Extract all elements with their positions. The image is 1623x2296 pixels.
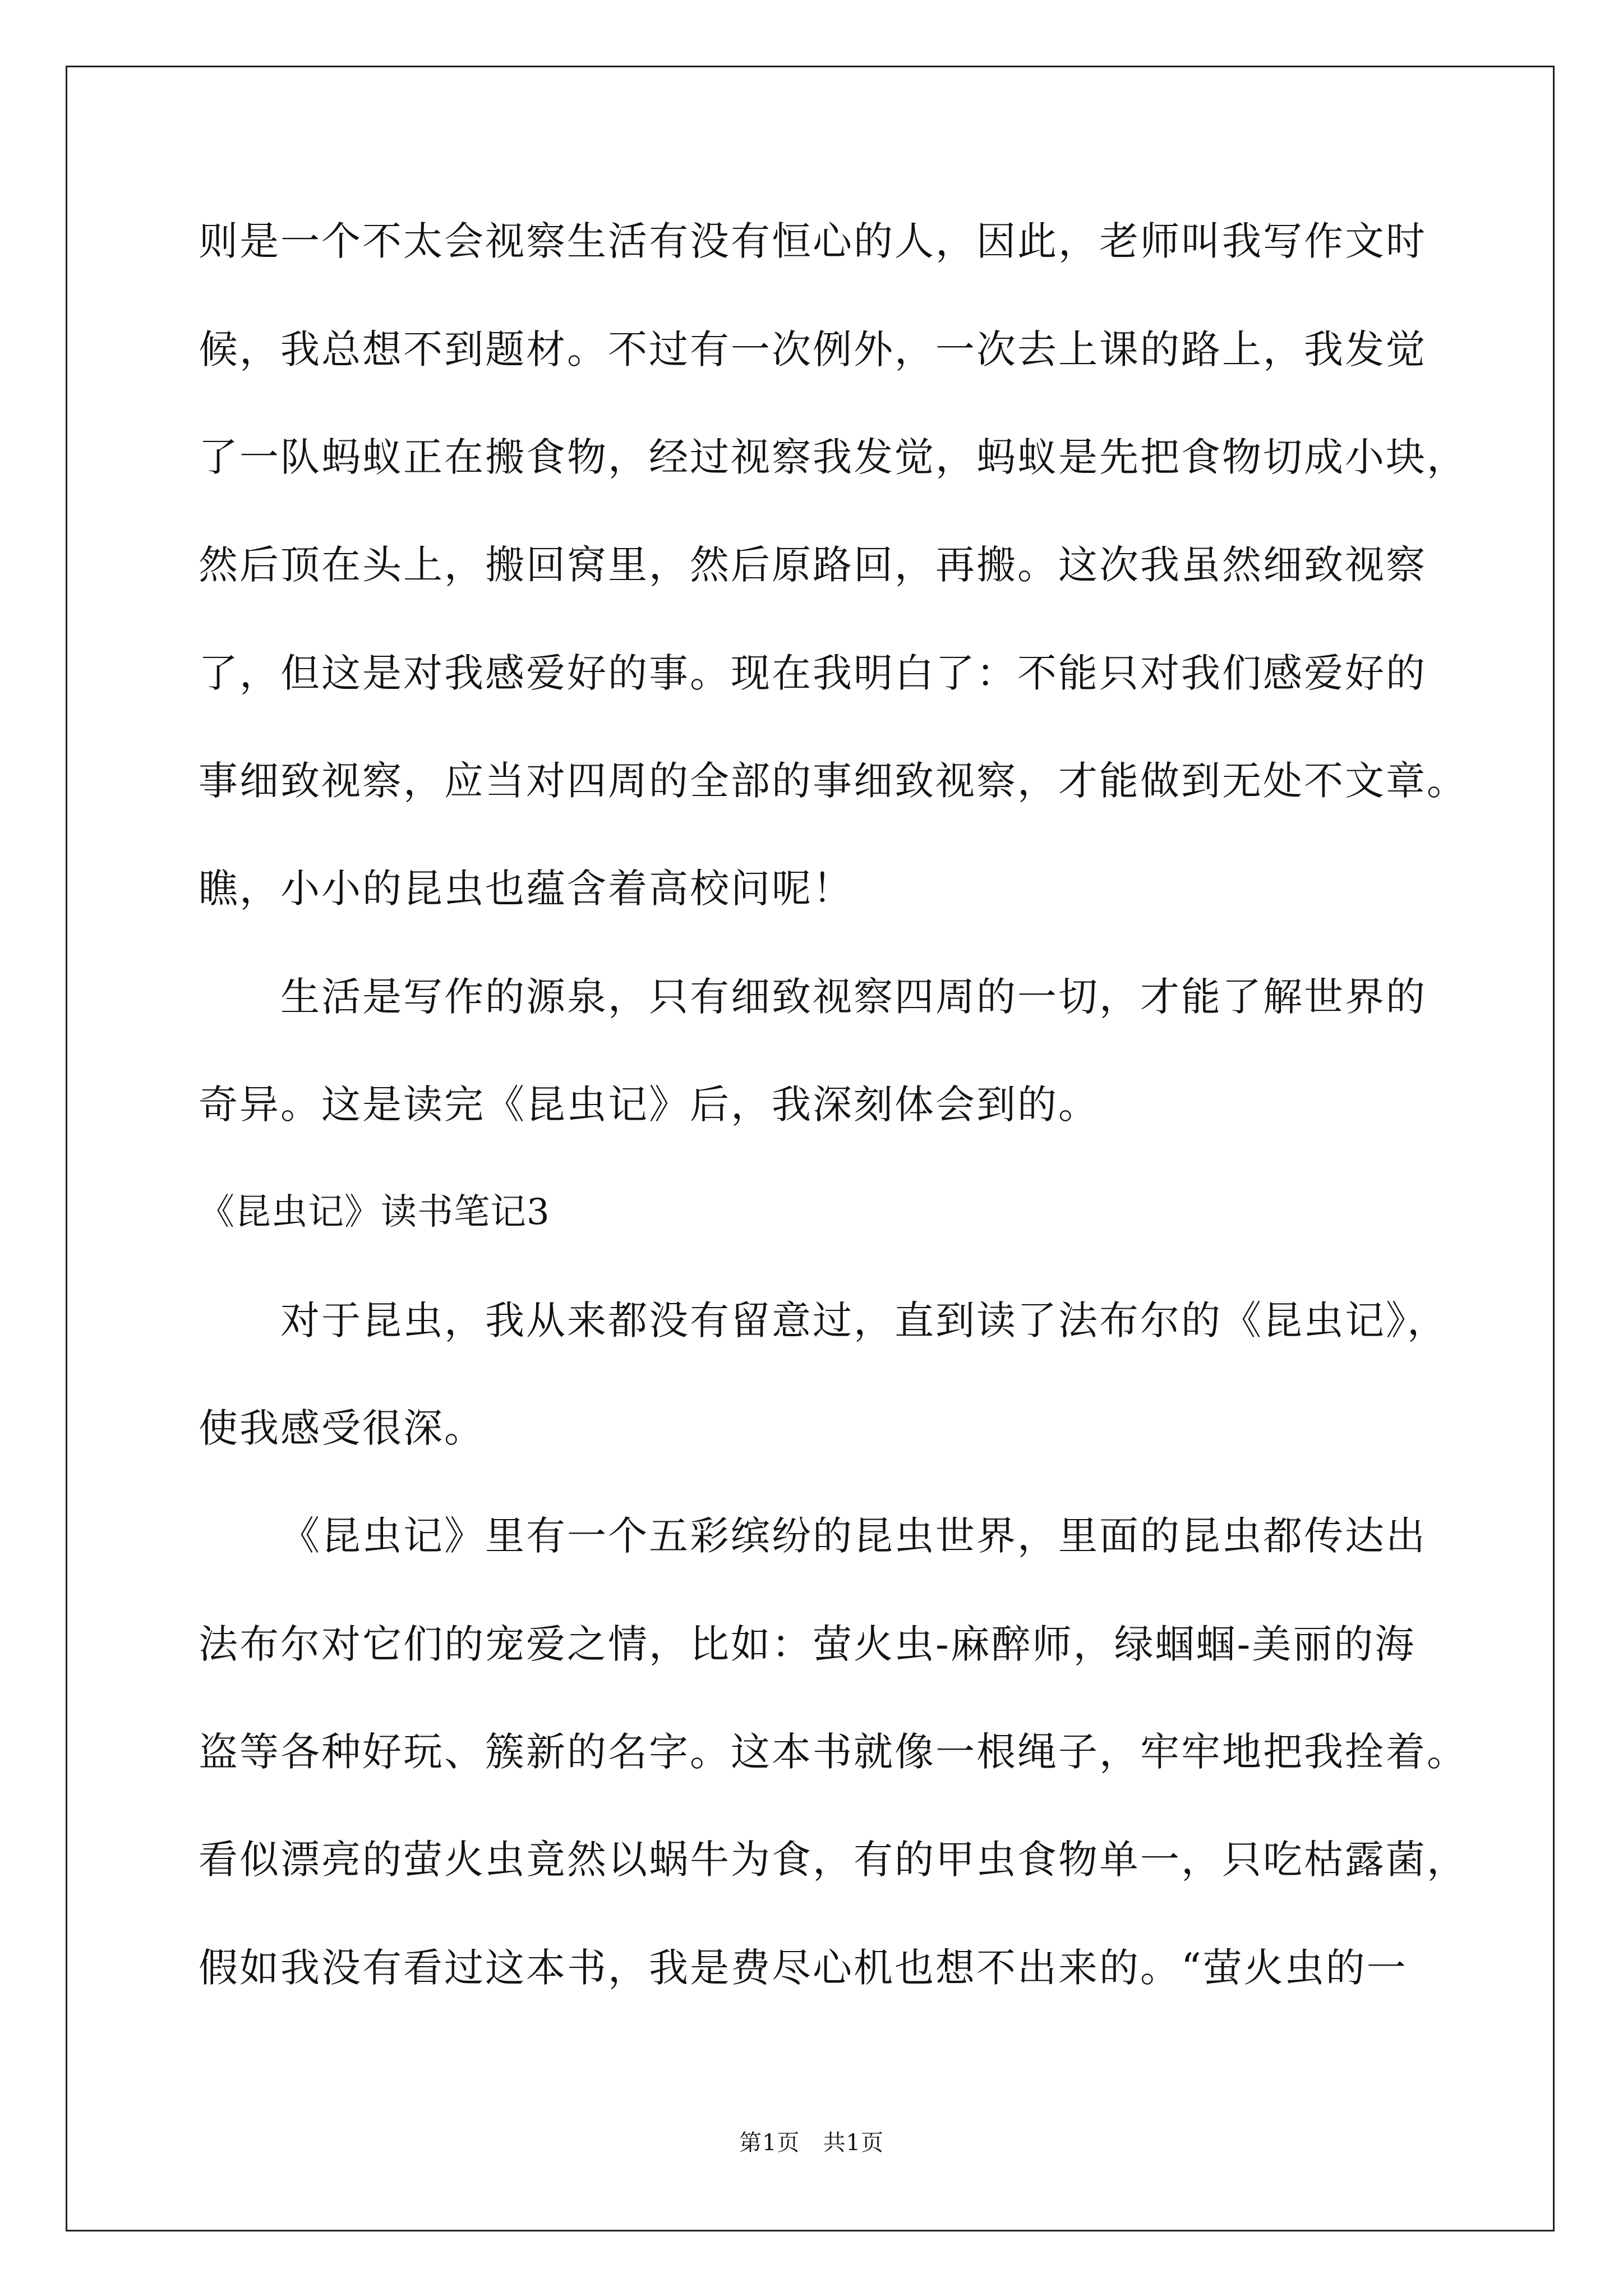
page-footer: 第1页 共1页 [739, 2130, 884, 2156]
paragraph-first-line: 《昆虫记》里有一个五彩缤纷的昆虫世界，里面的昆虫都传达出 [280, 1513, 1427, 1559]
paragraph-line: 候，我总想不到题材。不过有一次例外，一次去上课的路上，我发觉 [199, 326, 1427, 372]
paragraph-line: 奇异。这是读完《昆虫记》后，我深刻体会到的。 [199, 1082, 1099, 1128]
section-heading: 《昆虫记》读书笔记3 [199, 1191, 550, 1233]
paragraph-line: 假如我没有看过这本书，我是费尽心机也想不出来的。“萤火虫的一 [199, 1945, 1408, 1991]
paragraph-first-line: 对于昆虫，我从来都没有留意过，直到读了法布尔的《昆虫记》， [280, 1297, 1448, 1343]
paragraph-line: 法布尔对它们的宠爱之情，比如：萤火虫-麻醉师，绿蝈蝈-美丽的海 [199, 1621, 1416, 1667]
paragraph-line: 然后顶在头上，搬回窝里，然后原路回，再搬。这次我虽然细致视察 [199, 542, 1427, 588]
paragraph-line: 看似漂亮的萤火虫竟然以蜗牛为食，有的甲虫食物单一，只吃枯露菌， [199, 1837, 1468, 1883]
paragraph-first-line: 生活是写作的源泉，只有细致视察四周的一切，才能了解世界的 [280, 974, 1427, 1020]
paragraph-line: 盗等各种好玩、簇新的名字。这本书就像一根绳子，牢牢地把我拴着。 [199, 1729, 1468, 1775]
paragraph-line: 瞧，小小的昆虫也蕴含着高校问呢！ [199, 866, 854, 912]
paragraph-line: 事细致视察，应当对四周的全部的事细致视察，才能做到无处不文章。 [199, 758, 1468, 804]
paragraph-line: 则是一个不太会视察生活有没有恒心的人，因此，老师叫我写作文时 [199, 218, 1427, 264]
page-frame [66, 66, 1555, 2231]
paragraph-line: 了，但这是对我感爱好的事。现在我明白了：不能只对我们感爱好的 [199, 650, 1427, 696]
paragraph-line: 了一队蚂蚁正在搬食物，经过视察我发觉，蚂蚁是先把食物切成小块， [199, 434, 1468, 480]
paragraph-line: 使我感受很深。 [199, 1405, 485, 1451]
